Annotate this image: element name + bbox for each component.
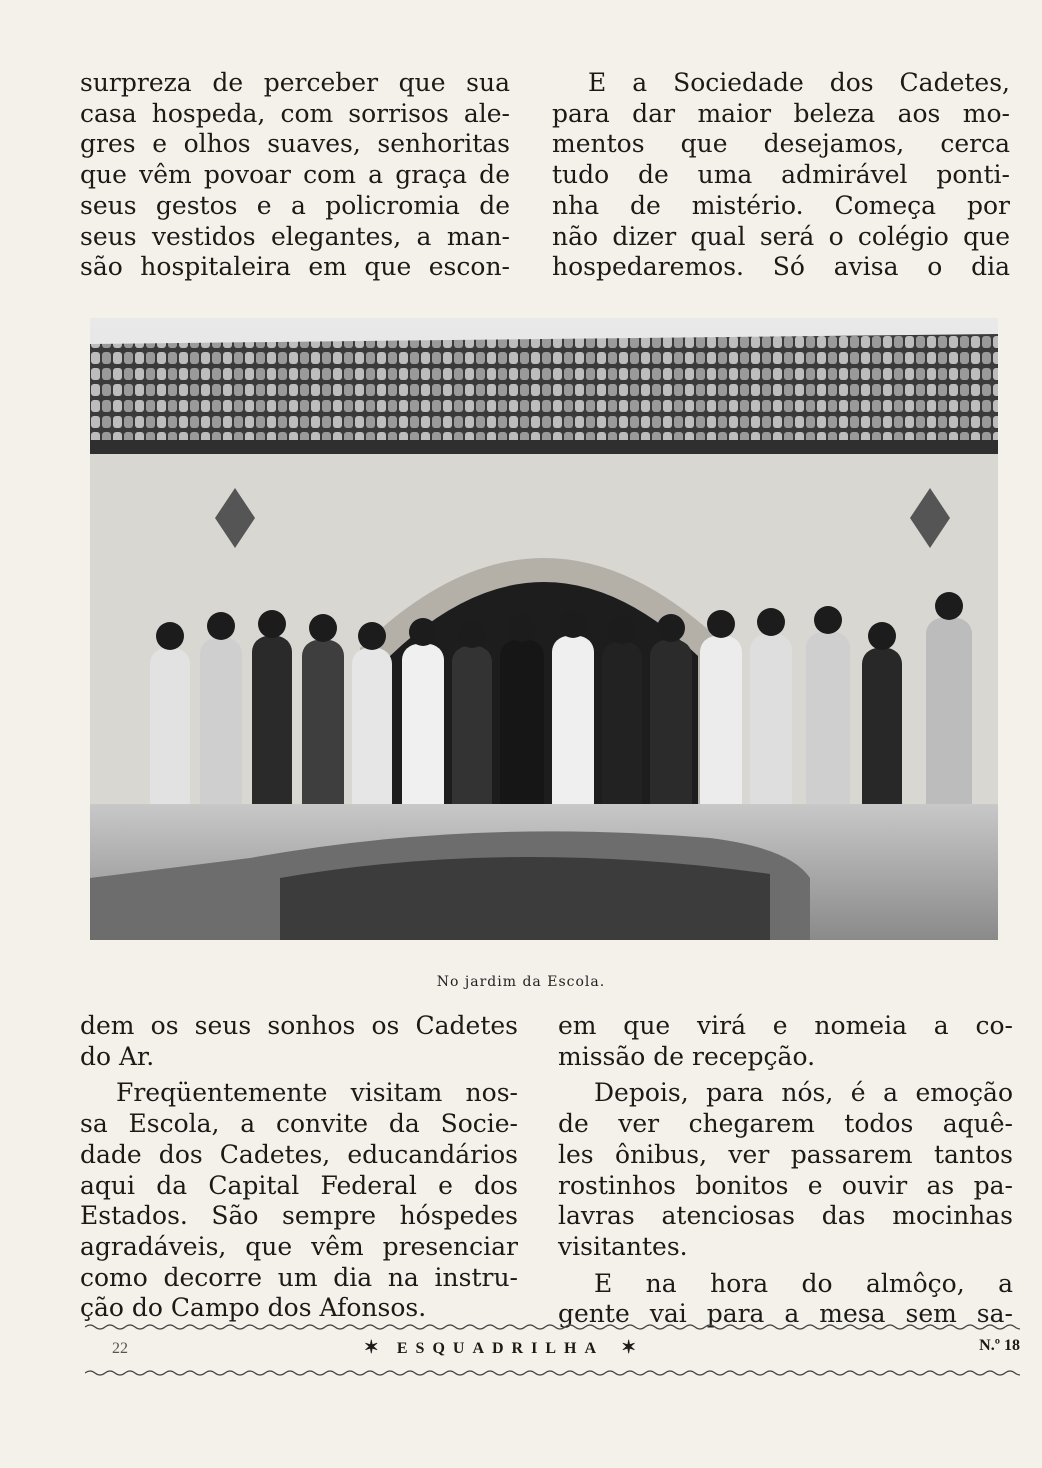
text-line: ção do Campo dos Afonsos. — [80, 1293, 427, 1323]
text-line: sa Escola, a convite da Socie- — [80, 1109, 518, 1139]
column-top-right — [552, 68, 1010, 283]
text-line: casa hospeda, com sorrisos ale- — [80, 98, 510, 128]
photo-group-in-garden — [90, 318, 998, 940]
text-line: do Ar. — [80, 1041, 155, 1071]
text-line: em que virá e nomeia a co- — [558, 1011, 1013, 1040]
photo-illustration — [90, 318, 998, 940]
text-line: dade dos Cadetes, educandários — [80, 1139, 518, 1169]
text-line: missão de recepção. — [558, 1041, 816, 1071]
text-line: seus vestidos elegantes, a man- — [80, 221, 510, 251]
star-icon: ✶ — [621, 1337, 637, 1357]
text-line: gres e olhos suaves, senhoritas — [80, 129, 510, 159]
text-line: Freqüentemente visitam nos- — [116, 1078, 518, 1108]
text-line: dem os seus sonhos os Cadetes — [80, 1011, 518, 1040]
text-line: rostinhos bonitos e ouvir as pa- — [558, 1170, 1013, 1200]
text-line: gente vai para a mesa sem sa- — [558, 1299, 1013, 1329]
wavy-rule-top — [85, 1322, 1020, 1332]
text-line: E na hora do almôço, a — [594, 1268, 1013, 1298]
issue-number: N.º 18 — [979, 1337, 1020, 1354]
text-line: surpreza de perceber que sua — [80, 68, 510, 97]
text-line: mentos que desejamos, cerca — [552, 129, 1010, 159]
magazine-title — [100, 1337, 900, 1358]
text-line: aqui da Capital Federal e dos — [80, 1170, 518, 1200]
text-line: que vêm povoar com a graça de — [80, 160, 510, 190]
text-line: como decorre um dia na instru- — [80, 1262, 518, 1292]
text-line: não dizer qual será o colégio que — [552, 221, 1010, 251]
text-line: tudo de uma admirável ponti- — [552, 160, 1010, 190]
text-line: E a Sociedade dos Cadetes, — [588, 68, 1010, 97]
star-icon: ✶ — [363, 1337, 379, 1357]
text-line: nha de mistério. Começa por — [552, 190, 1010, 220]
page-footer — [100, 1337, 1020, 1367]
text-line: hospedaremos. Só avisa o dia — [552, 252, 1010, 282]
wavy-rule-bottom — [85, 1368, 1020, 1378]
photo-caption: No jardim da Escola. — [436, 974, 606, 990]
column-bottom-right — [558, 1011, 1013, 1330]
column-bottom-left — [80, 1011, 518, 1324]
text-line: les ônibus, ver passarem tantos — [558, 1139, 1013, 1169]
page-number: 22 — [112, 1340, 128, 1357]
text-line: seus gestos e a policromia de — [80, 190, 510, 220]
text-line: para dar maior beleza aos mo- — [552, 98, 1010, 128]
text-line: são hospitaleira em que escon- — [80, 252, 510, 282]
text-line: de ver chegarem todos aquê- — [558, 1109, 1013, 1139]
text-line: lavras atenciosas das mocinhas — [558, 1201, 1013, 1231]
column-top-left — [80, 68, 510, 283]
magazine-name: ESQUADRILHA — [396, 1340, 604, 1357]
text-line: visitantes. — [558, 1231, 688, 1261]
text-line: Depois, para nós, é a emoção — [594, 1078, 1013, 1108]
text-line: Estados. São sempre hóspedes — [80, 1201, 518, 1231]
text-line: agradáveis, que vêm presenciar — [80, 1231, 518, 1261]
